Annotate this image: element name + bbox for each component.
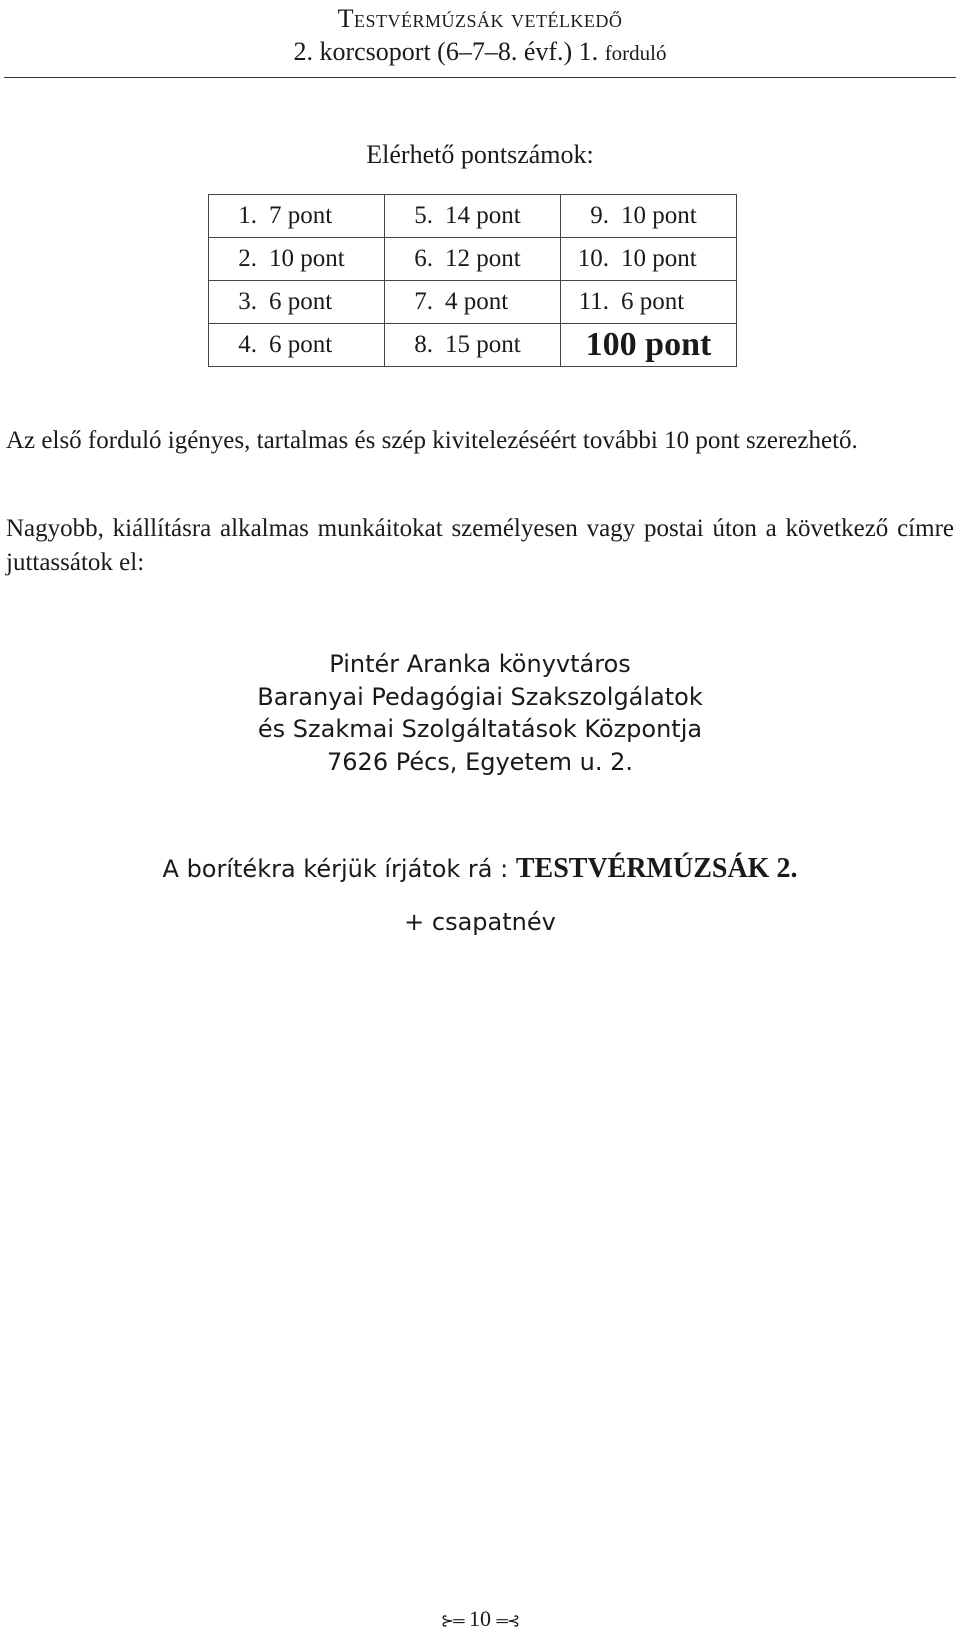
table-row [209,195,737,238]
header-title: Testvérmúzsák vetélkedő [337,4,623,33]
bonus-paragraph: Az első forduló igényes, tartalmas és szép kivitelezéséért további 10 pont szerezhető. [6,427,858,454]
score-cell: 4. 6 pont [209,324,385,367]
envelope-instruction [0,853,960,885]
page-number: 10 [469,1606,491,1631]
ornament-left-icon: ⊱═ [440,1612,464,1630]
score-cell: 6. 12 pont [385,238,561,281]
header-divider [4,77,956,78]
address-line: 7626 Pécs, Egyetem u. 2. [327,747,633,776]
ornament-right-icon: ═⊰ [496,1612,520,1630]
score-cell: 3. 6 pont [209,281,385,324]
page-header [0,2,960,69]
score-cell: 1. 7 pont [209,195,385,238]
address-line: Pintér Aranka könyvtáros [329,650,631,678]
header-subtitle [0,36,960,69]
scores-table [208,194,737,367]
envelope-prefix: A borítékra kérjük írjátok rá : [162,855,509,883]
total-points-cell: 100 pont [561,324,737,367]
score-cell: 5. 14 pont [385,195,561,238]
header-subtitle-main: 2. korcsoport (6–7–8. évf.) 1. [293,37,599,66]
team-name-note: + csapatnév [404,908,556,936]
score-cell: 9. 10 pont [561,195,737,238]
score-cell: 8. 15 pont [385,324,561,367]
table-row [209,281,737,324]
scores-title: Elérhető pontszámok: [366,140,594,169]
page-footer [0,1606,960,1632]
address-line: és Szakmai Szolgáltatások Központja [257,715,703,743]
table-row [209,238,737,281]
postal-address [0,648,960,778]
table-row [209,324,737,367]
score-cell: 2. 10 pont [209,238,385,281]
envelope-label: TESTVÉRMÚZSÁK 2. [515,853,798,884]
header-subtitle-round: forduló [604,41,667,65]
score-cell: 7. 4 pont [385,281,561,324]
score-cell: 10. 10 pont [561,238,737,281]
submission-paragraph: Nagyobb, kiállításra alkalmas munkáitokat személyesen vagy postai úton a következő címre juttassátok el: [6,515,954,576]
score-cell: 11. 6 pont [561,281,737,324]
address-line: Baranyai Pedagógiai Szakszolgálatok [257,682,703,711]
